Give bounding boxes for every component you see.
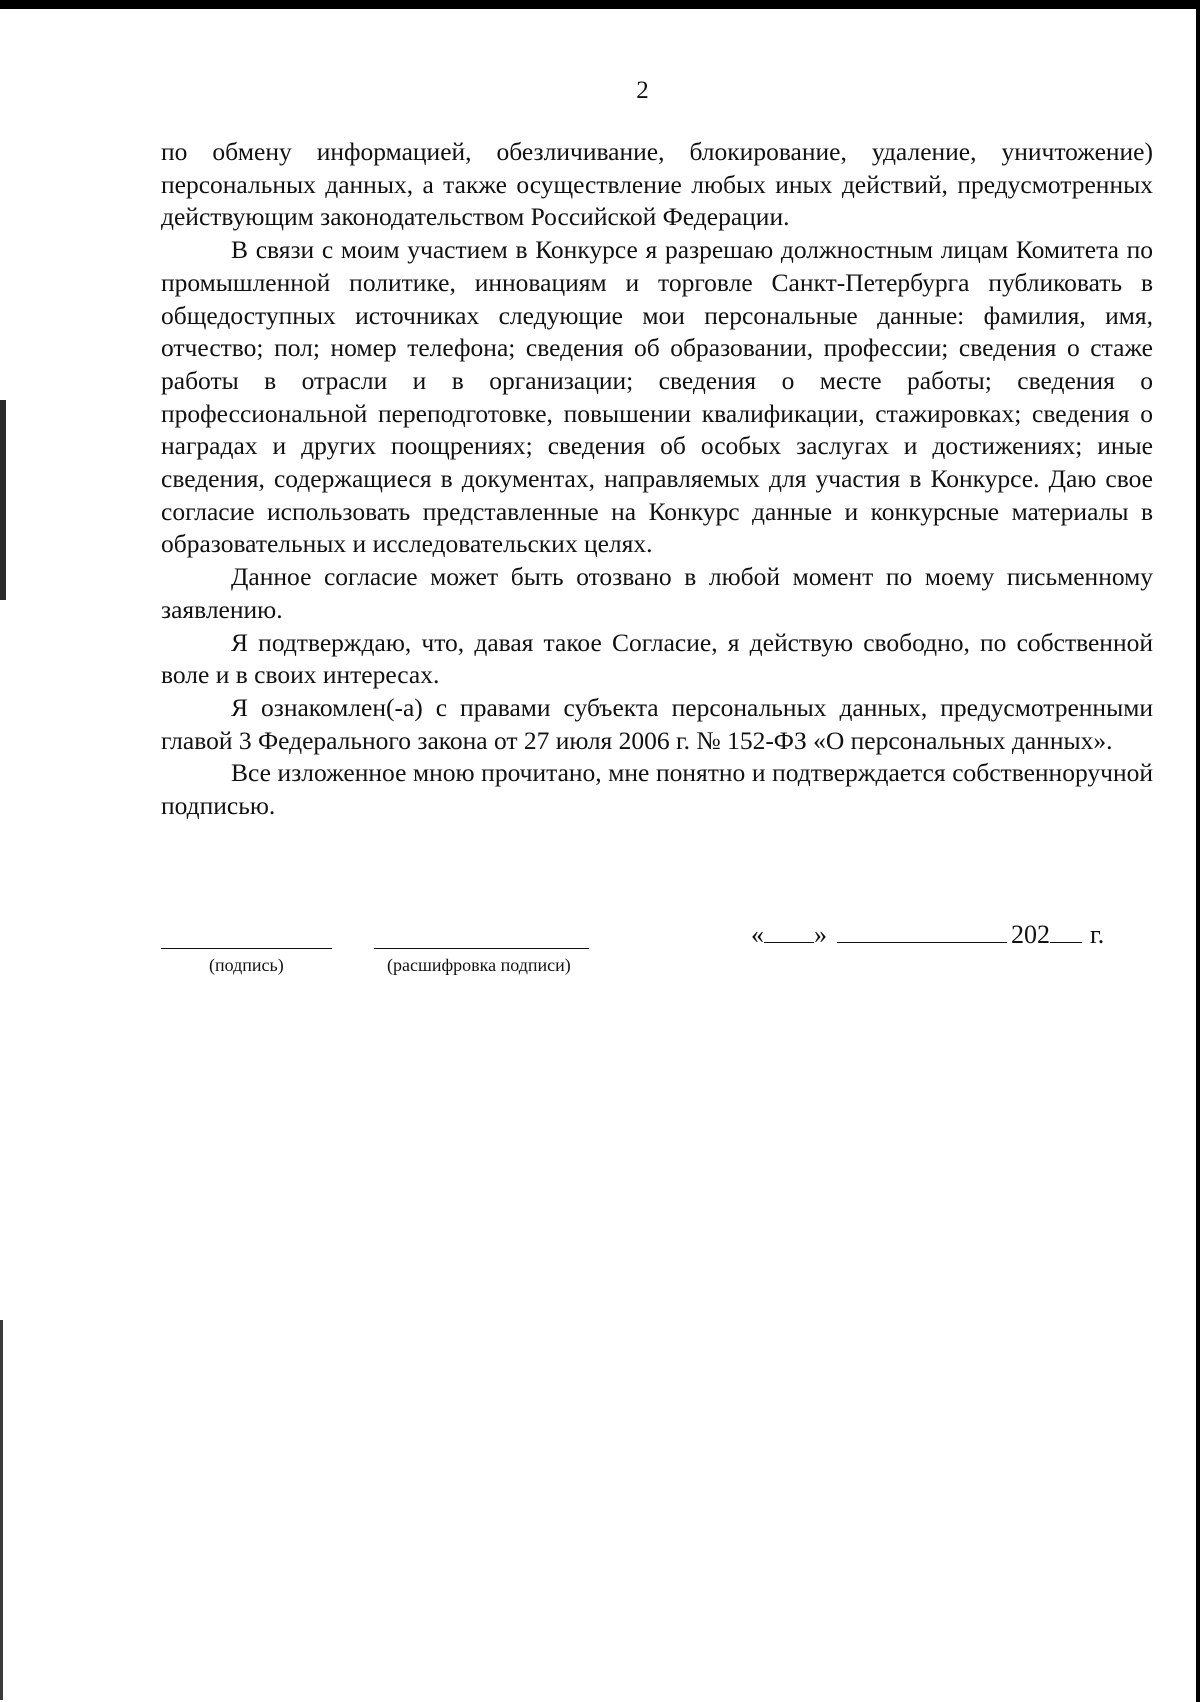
- signature-block: [161, 918, 1153, 978]
- paragraph-confirmation: Я подтверждаю, что, давая такое Согласие, я действую свободно, по собственной воле и в своих интересах.: [161, 627, 1153, 690]
- page-number: 2: [636, 77, 649, 104]
- paragraph-rights-acknowledgement: Я ознакомлен(-а) с правами субъекта персональных данных, предусмотренными главой 3 Федерального закона от 27 июля 2006 г. № 152-ФЗ «О персональных данных».: [161, 692, 1153, 755]
- signature-caption: (подпись): [209, 955, 284, 975]
- paragraph-publication-consent: В связи с моим участием в Конкурсе я разрешаю должностным лицам Комитета по промышленной политике, инновациям и торговле Санкт-Петербурга публиковать в общедоступных источниках следующие мои персональные данные: фамилия, имя, отчество; пол; номер телефона; сведения об образовании, профессии; сведения о стаже работы в отрасли и в организации; сведения о месте работы; сведения о профессиональной переподготовке, повышении квалификации, стажировках; сведения о наградах и других поощрениях; сведения об особых заслугах и достижениях; иные сведения, содержащиеся в документах, направляемых для участия в Конкурсе. Даю свое согласие использовать представленные на Конкурс данные и конкурсные материалы в образовательных и исследовательских целях.: [161, 235, 1153, 559]
- date-day-blank[interactable]: [764, 920, 814, 943]
- scan-edge-left-mark: [0, 400, 6, 600]
- scan-edge-left-mark-lower: [0, 1320, 3, 1700]
- paragraph-revocation: Данное согласие может быть отозвано в любой момент по моему письменному заявлению.: [161, 562, 1153, 624]
- date-year-prefix: 202: [1011, 920, 1050, 949]
- date-month-blank[interactable]: [837, 920, 1007, 943]
- date-year-blank[interactable]: [1050, 920, 1082, 943]
- paragraph-final-statement: Все изложенное мною прочитано, мне понятно и подтверждается собственноручной подписью.: [161, 758, 1153, 821]
- signature-decode-caption: (расшифровка подписи): [387, 955, 571, 975]
- signature-line[interactable]: [161, 948, 332, 949]
- date-open-quote: «: [751, 920, 764, 949]
- scan-edge-top: [0, 0, 1200, 9]
- date-year-suffix: г.: [1090, 920, 1105, 949]
- date-close-quote: »: [814, 920, 827, 949]
- paragraph-continuation: по обмену информацией, обезличивание, блокирование, удаление, уничтожение) персональных данных, а также осуществление любых иных действий, предусмотренных действующим законодательством Российской Федерации.: [161, 137, 1153, 232]
- document-body: [161, 136, 1153, 823]
- signature-decode-line[interactable]: [374, 948, 589, 949]
- date-field: [751, 918, 1104, 952]
- scan-edge-right: [1196, 0, 1200, 1702]
